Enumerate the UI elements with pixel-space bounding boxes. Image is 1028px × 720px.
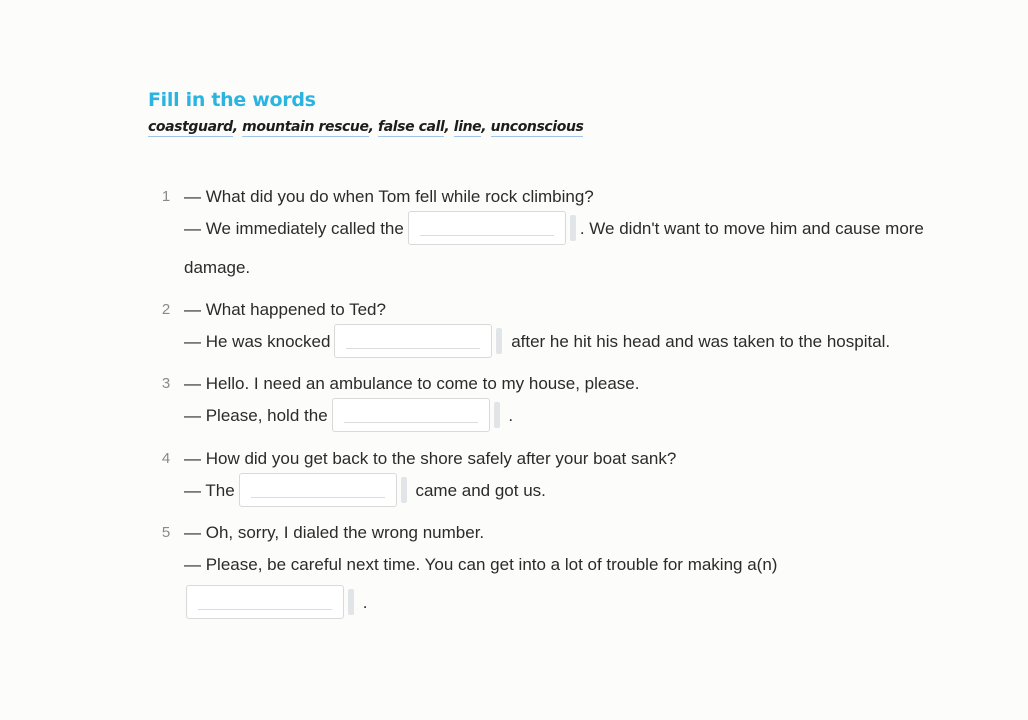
- answer-text-before: — He was knocked: [184, 331, 331, 351]
- answer-text-after: .: [508, 406, 514, 426]
- question-item: [158, 371, 988, 436]
- question-body: [184, 297, 988, 362]
- question-number: 4: [161, 449, 171, 467]
- word-bank-separator: ,: [368, 119, 378, 135]
- answer-blank[interactable]: [186, 585, 344, 619]
- question-number: 3: [161, 375, 171, 393]
- blank-group: [239, 470, 407, 508]
- question-list: [158, 184, 988, 633]
- word-bank: [148, 119, 583, 135]
- word-bank-item: unconscious: [490, 119, 584, 135]
- question-text: — Oh, sorry, I dialed the wrong number.: [184, 523, 485, 543]
- question-text: — What happened to Ted?: [184, 299, 386, 319]
- answer-text-before: — Please, be careful next time. You can get into a lot of trouble for making a(n): [184, 555, 778, 575]
- question-item: [158, 520, 988, 623]
- answer-line: [184, 210, 988, 287]
- answer-line: [184, 323, 988, 362]
- blank-drag-handle[interactable]: [496, 328, 502, 354]
- answer-text-before: — Please, hold the: [184, 406, 328, 426]
- question-number: 5: [161, 524, 171, 542]
- blank-drag-handle[interactable]: [348, 589, 354, 615]
- exercise-title: Fill in the words: [148, 88, 316, 111]
- question-item: [158, 184, 988, 287]
- question-body: [184, 184, 988, 287]
- blank-group: [334, 321, 502, 359]
- question-text: — What did you do when Tom fell while rock climbing?: [184, 187, 594, 206]
- word-bank-separator: ,: [481, 119, 491, 135]
- blank-drag-handle[interactable]: [570, 215, 576, 241]
- question-body: [184, 371, 988, 436]
- blank-group: [332, 396, 500, 434]
- word-bank-item: mountain rescue: [242, 119, 369, 135]
- answer-blank[interactable]: [408, 211, 566, 245]
- question-number: 2: [161, 300, 171, 318]
- question-item: [158, 297, 988, 362]
- question-number: 1: [161, 188, 171, 205]
- blank-drag-handle[interactable]: [494, 402, 500, 428]
- word-bank-item: coastguard: [148, 119, 233, 135]
- question-item: [158, 446, 988, 511]
- word-bank-item: line: [453, 119, 482, 135]
- answer-blank[interactable]: [332, 398, 490, 432]
- answer-text-after: came and got us.: [415, 480, 546, 500]
- answer-text-before: — We immediately called the: [184, 219, 404, 238]
- word-bank-separator: ,: [444, 119, 454, 135]
- word-bank-item: false call: [378, 119, 445, 135]
- blank-drag-handle[interactable]: [401, 477, 407, 503]
- answer-text-after: . We didn't want to move him and cause more damage.: [184, 219, 924, 277]
- word-bank-separator: ,: [232, 119, 243, 135]
- answer-line: [184, 546, 988, 623]
- question-text: — How did you get back to the shore safely after your boat sank?: [184, 448, 677, 468]
- answer-text-before: — The: [184, 480, 235, 500]
- answer-blank[interactable]: [334, 324, 492, 358]
- question-body: [184, 446, 988, 511]
- blank-group: [186, 583, 354, 621]
- question-body: [184, 520, 988, 623]
- answer-text-after: .: [362, 593, 368, 613]
- answer-text-after: after he hit his head and was taken to the hospital.: [511, 331, 891, 351]
- question-text: — Hello. I need an ambulance to come to my house, please.: [184, 374, 640, 394]
- answer-line: [184, 397, 988, 436]
- answer-blank[interactable]: [239, 473, 397, 507]
- answer-line: [184, 472, 988, 511]
- blank-group: [408, 209, 576, 247]
